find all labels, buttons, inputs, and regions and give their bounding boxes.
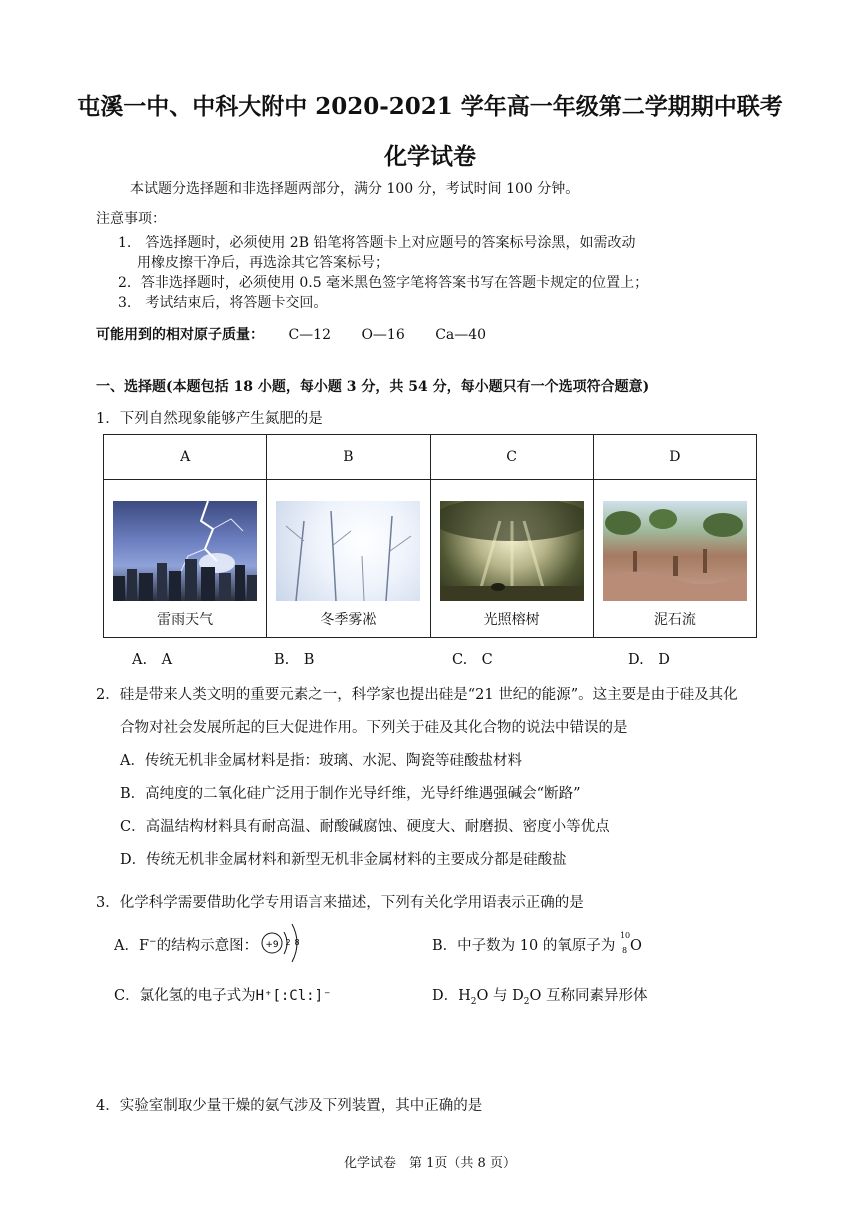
- q2-option-b: B．高纯度的二氧化硅广泛用于制作光导纤维，光导纤维遇强碱会“断路”: [120, 786, 581, 802]
- q1-stem: 1．下列自然现象能够产生氮肥的是: [96, 411, 323, 427]
- q1-caption-c: 光照榕树: [483, 611, 540, 628]
- q3-option-c: [114, 984, 331, 1005]
- q1-header-a: A: [104, 435, 267, 480]
- q1-options-table: [103, 434, 757, 638]
- lightning-photo: [113, 501, 257, 601]
- oxygen-atomic-number: 8: [621, 946, 628, 955]
- atomic-mass-c: C—12: [288, 327, 331, 343]
- q1-cell-a: [104, 480, 267, 638]
- q4-stem: 4．实验室制取少量干燥的氨气涉及下列装置，其中正确的是: [96, 1098, 483, 1114]
- q1-option-d: D. D: [628, 652, 670, 668]
- section-1-heading: 一、选择题(本题包括 18 小题，每小题 3 分，共 54 分，每小题只有一个选项符合题意): [96, 379, 650, 395]
- q3-option-a: [114, 934, 258, 955]
- exam-subtitle: 化学试卷: [384, 143, 476, 170]
- q2-option-d: D．传统无机非金属材料和新型无机非金属材料的主要成分都是硅酸盐: [120, 852, 567, 868]
- q1-option-b: B. B: [274, 652, 315, 668]
- q3-b-label: B．中子数为 10 的氧原子为: [432, 938, 616, 954]
- banyan-photo: [440, 501, 584, 601]
- q3-d-subscript-2: 2: [523, 996, 530, 1007]
- atomic-mass-label: 可能用到的相对原子质量：: [96, 327, 264, 343]
- hcl-electron-formula: H⁺[:Cl:]⁻: [255, 988, 332, 1004]
- q3-a-text: 的结构示意图：: [156, 938, 259, 954]
- q1-option-c: C. C: [452, 652, 493, 668]
- q1-header-c: C: [430, 435, 593, 480]
- fluoride-nucleus-label: +9: [265, 940, 279, 950]
- notice-item-1: 1. 答选择题时，必须使用 2B 铅笔将答题卡上对应题号的答案标号涂黑，如需改动: [118, 235, 636, 251]
- q3-stem: 3．化学科学需要借助化学专用语言来描述，下列有关化学用语表示正确的是: [96, 895, 584, 911]
- fluoride-shell-1: 2: [285, 938, 291, 947]
- q3-d-text-2: O 与 D: [476, 988, 524, 1004]
- oxygen-symbol: O: [629, 938, 642, 954]
- atomic-mass-line: [96, 324, 486, 344]
- notice-item-2: 2．答非选择题时，必须使用 0.5 毫米黑色签字笔将答案书写在答题卡规定的位置上；: [118, 275, 649, 291]
- fluoride-shell-2: 8: [294, 938, 300, 947]
- q1-cell-b: [267, 480, 430, 638]
- q1-header-b: B: [267, 435, 430, 480]
- q3-a-label: A．F: [114, 938, 150, 954]
- notice-heading: 注意事项：: [96, 211, 166, 227]
- mudslide-photo: [603, 501, 747, 601]
- fluoride-structure-diagram: [260, 920, 310, 970]
- q3-c-label: C．氯化氢的电子式为: [114, 988, 256, 1004]
- rime-photo: [276, 501, 420, 601]
- q2-option-a: A．传统无机非金属材料是指：玻璃、水泥、陶瓷等硅酸盐材料: [120, 753, 522, 769]
- q3-d-text-3: O 互称同素异形体: [529, 988, 648, 1004]
- page-footer: 化学试卷 第 1页（共 8 页）: [344, 1156, 516, 1171]
- q2-option-c: C．高温结构材料具有耐高温、耐酸碱腐蚀、硬度大、耐磨损、密度小等优点: [120, 819, 610, 835]
- intro-text: 本试题分选择题和非选择题两部分，满分 100 分，考试时间 100 分钟。: [130, 181, 580, 197]
- q1-caption-b: 冬季雾凇: [320, 611, 377, 628]
- notice-item-1-cont: 用橡皮擦干净后，再选涂其它答案标号；: [137, 255, 389, 271]
- oxygen-mass-number: 10: [619, 931, 631, 940]
- q3-a-charge: −: [149, 937, 157, 948]
- q1-cell-c: [430, 480, 593, 638]
- atomic-mass-o: O—16: [361, 327, 405, 343]
- q2-stem-cont: 合物对社会发展所起的巨大促进作用。下列关于硅及其化合物的说法中错误的是: [120, 720, 628, 736]
- notice-item-3: 3. 考试结束后，将答题卡交回。: [118, 295, 328, 311]
- q3-option-b: [432, 931, 642, 955]
- atomic-mass-ca: Ca—40: [435, 327, 487, 343]
- q2-stem: 2．硅是带来人类文明的重要元素之一，科学家也提出硅是“21 世纪的能源”。这主要是由于硅及其化: [96, 687, 738, 703]
- q1-option-a: A. A: [132, 652, 173, 668]
- q3-d-text-1: D．H: [432, 988, 471, 1004]
- q1-caption-d: 泥石流: [653, 611, 696, 628]
- q3-option-d: [432, 984, 647, 1007]
- q1-header-d: D: [593, 435, 756, 480]
- exam-title: 屯溪一中、中科大附中 2020-2021 学年高一年级第二学期期中联考: [77, 93, 783, 120]
- q1-cell-d: [593, 480, 756, 638]
- q3-d-subscript-1: 2: [470, 996, 477, 1007]
- q1-caption-a: 雷雨天气: [157, 611, 214, 628]
